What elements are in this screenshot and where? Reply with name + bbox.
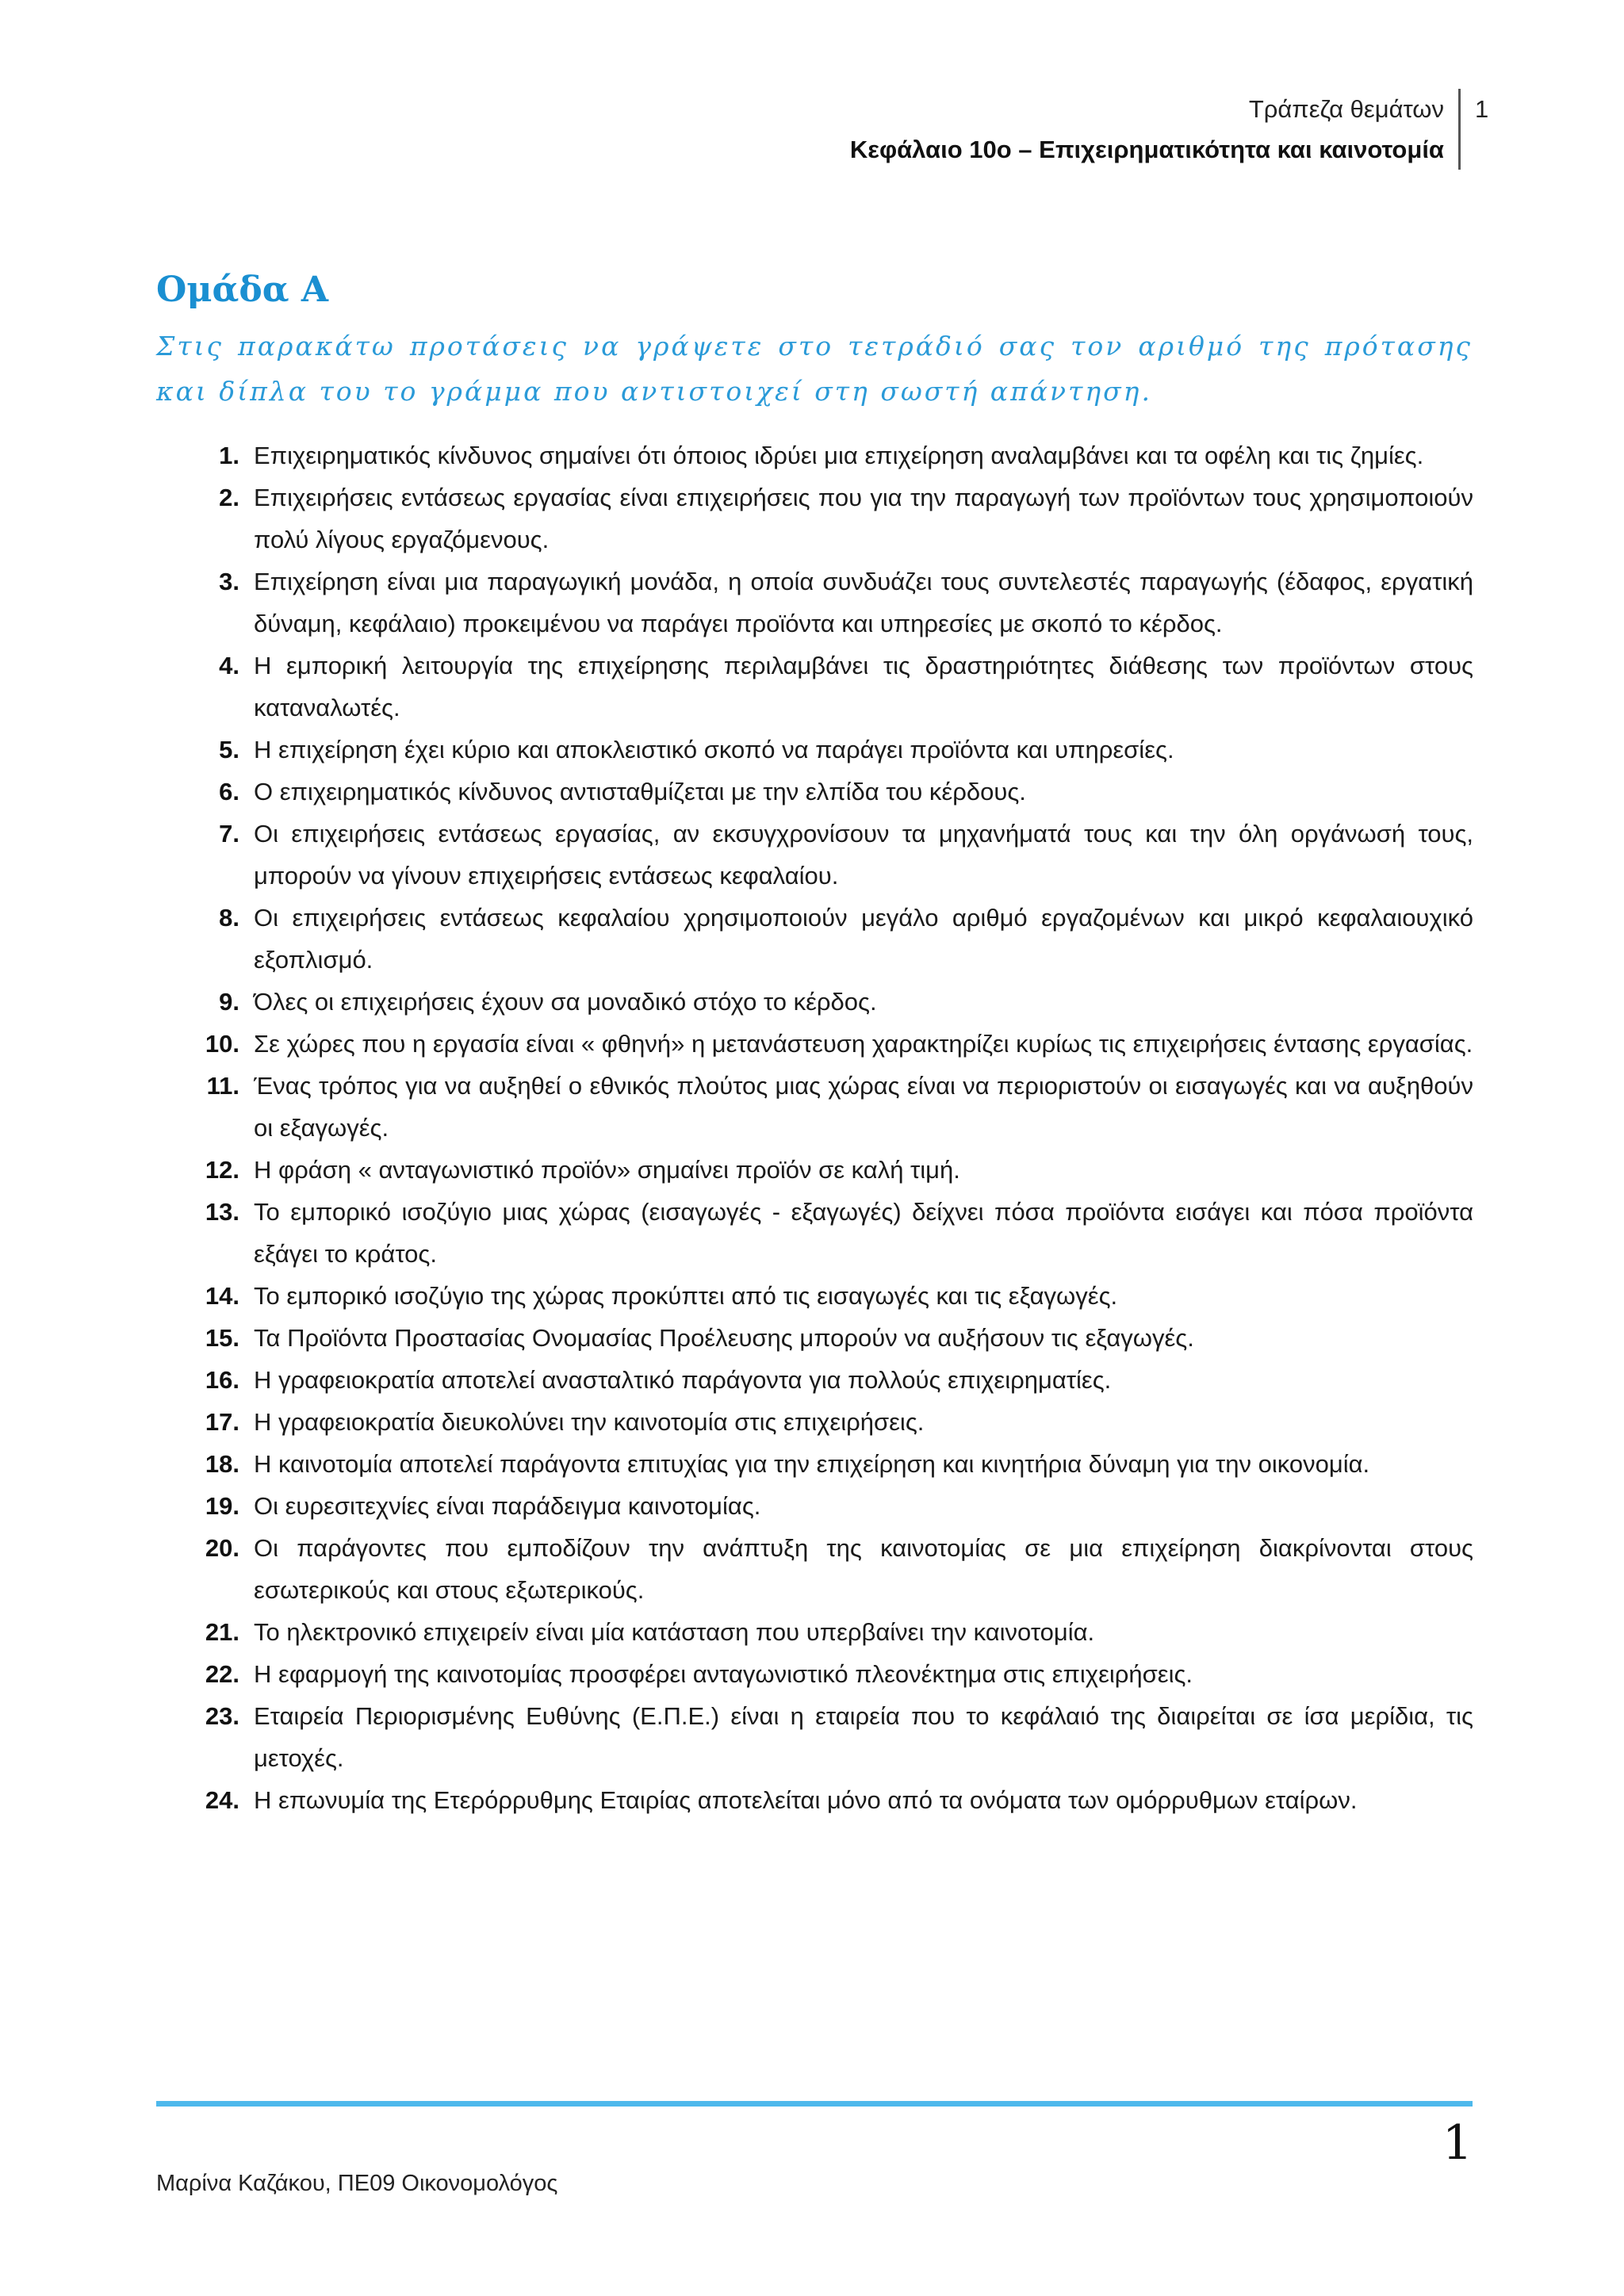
question-item <box>0 1485 1473 1527</box>
question-item <box>0 476 1473 561</box>
question-number: 7. <box>219 820 239 848</box>
question-item <box>0 1065 1473 1149</box>
question-text: Το ηλεκτρονικό επιχειρείν είναι μία κατάσταση που υπερβαίνει την καινοτομία. <box>254 1618 1095 1646</box>
question-number: 24. <box>205 1786 239 1814</box>
footer-author: Μαρίνα Καζάκου, ΠΕ09 Οικονομολόγος <box>156 2171 558 2196</box>
question-text: Οι επιχειρήσεις εντάσεως εργασίας, αν εκσυγχρονίσουν τα μηχανήματά τους και την όλη οργάνωσή τους, μπορούν να γίνουν επιχειρήσεις εντάσεως κεφαλαίου. <box>254 820 1473 890</box>
question-text: Εταιρεία Περιορισμένης Ευθύνης (Ε.Π.Ε.) είναι η εταιρεία που το κεφάλαιό της διαιρείται σε ίσα μερίδια, τις μετοχές. <box>254 1702 1473 1772</box>
footer-page-number: 1 <box>1442 2115 1473 2171</box>
question-item <box>0 1359 1473 1401</box>
question-number: 3. <box>219 568 239 595</box>
question-item <box>0 813 1473 897</box>
question-text: Η επιχείρηση έχει κύριο και αποκλειστικό σκοπό να παράγει προϊόντα και υπηρεσίες. <box>254 736 1174 763</box>
question-item <box>0 1779 1473 1821</box>
question-text: Το εμπορικό ισοζύγιο μιας χώρας (εισαγωγές - εξαγωγές) δείχνει πόσα προϊόντα εισάγει και πόσα προϊόντα εξάγει το κράτος. <box>254 1198 1473 1268</box>
question-text: Ο επιχειρηματικός κίνδυνος αντισταθμίζεται με την ελπίδα του κέρδους. <box>254 778 1026 806</box>
question-text: Η εφαρμογή της καινοτομίας προσφέρει ανταγωνιστικό πλεονέκτημα στις επιχειρήσεις. <box>254 1660 1193 1688</box>
question-text: Οι επιχειρήσεις εντάσεως κεφαλαίου χρησιμοποιούν μεγάλο αριθμό εργαζομένων και μικρό κεφαλαιουχικό εξοπλισμό. <box>254 904 1473 974</box>
question-text: Το εμπορικό ισοζύγιο της χώρας προκύπτει από τις εισαγωγές και τις εξαγωγές. <box>254 1282 1118 1310</box>
question-number: 20. <box>205 1534 239 1562</box>
question-item <box>0 981 1473 1023</box>
question-number: 16. <box>205 1366 239 1394</box>
question-number: 2. <box>219 484 239 511</box>
question-item <box>0 1317 1473 1359</box>
question-item <box>0 771 1473 813</box>
question-item <box>0 645 1473 729</box>
question-item <box>0 561 1473 645</box>
question-number: 5. <box>219 736 239 763</box>
footer-divider <box>156 2101 1473 2107</box>
question-number: 13. <box>205 1198 239 1226</box>
question-number: 14. <box>205 1282 239 1310</box>
question-text: Η καινοτομία αποτελεί παράγοντα επιτυχίας για την επιχείρηση και κινητήρια δύναμη για την οικονομία. <box>254 1450 1370 1478</box>
question-text: Επιχειρήσεις εντάσεως εργασίας είναι επιχειρήσεις που για την παραγωγή των προϊόντων τους χρησιμοποιούν πολύ λίγους εργαζόμενους. <box>254 484 1473 553</box>
question-item <box>0 1527 1473 1611</box>
question-item <box>0 1191 1473 1275</box>
question-number: 4. <box>219 652 239 679</box>
question-item <box>0 1653 1473 1695</box>
question-text: Οι ευρεσιτεχνίες είναι παράδειγμα καινοτομίας. <box>254 1492 761 1520</box>
question-text: Ένας τρόπος για να αυξηθεί ο εθνικός πλούτος μιας χώρας είναι να περιοριστούν οι εισαγωγές και να αυξηθούν οι εξαγωγές. <box>254 1072 1473 1142</box>
question-text: Οι παράγοντες που εμποδίζουν την ανάπτυξη της καινοτομίας σε μια επιχείρηση διακρίνονται στους εσωτερικούς και στους εξωτερικούς. <box>254 1534 1473 1604</box>
header-title: Τράπεζα θεμάτων <box>1248 95 1444 123</box>
question-item <box>0 1695 1473 1779</box>
group-instructions: Στις παρακάτω προτάσεις να γράψετε στο τετράδιό σας τον αριθμό της πρότασης και δίπλα του το γράμμα που αντιστοιχεί στη σωστή απάντηση. <box>156 331 1473 407</box>
question-item <box>0 1023 1473 1065</box>
questions-list <box>0 434 1624 1821</box>
header-page-number: 1 <box>1475 95 1489 123</box>
question-item <box>0 1443 1473 1485</box>
header-text-block <box>850 89 1461 170</box>
question-text: Όλες οι επιχειρήσεις έχουν σα μοναδικό στόχο το κέρδος. <box>254 988 877 1016</box>
question-number: 19. <box>205 1492 239 1520</box>
question-item <box>0 1401 1473 1443</box>
group-title: Ομάδα Α <box>156 270 329 310</box>
question-number: 6. <box>219 778 239 806</box>
question-text: Επιχείρηση είναι μια παραγωγική μονάδα, η οποία συνδυάζει τους συντελεστές παραγωγής (έδαφος, εργατική δύναμη, κεφάλαιο) προκειμένου να παράγει προϊόντα και υπηρεσίες με σκοπό το κέρδος. <box>254 568 1473 637</box>
page-header <box>476 89 1507 170</box>
question-number: 18. <box>205 1450 239 1478</box>
question-text: Η γραφειοκρατία αποτελεί ανασταλτικό παράγοντα για πολλούς επιχειρηματίες. <box>254 1366 1112 1394</box>
question-number: 9. <box>219 988 239 1016</box>
question-text: Η γραφειοκρατία διευκολύνει την καινοτομία στις επιχειρήσεις. <box>254 1408 925 1436</box>
question-item <box>0 434 1473 476</box>
question-number: 10. <box>205 1030 239 1058</box>
question-item <box>0 729 1473 771</box>
question-text: Σε χώρες που η εργασία είναι « φθηνή» η μετανάστευση χαρακτηρίζει κυρίως τις επιχειρήσεις έντασης εργασίας. <box>254 1030 1473 1058</box>
question-item <box>0 1611 1473 1653</box>
question-number: 23. <box>205 1702 239 1730</box>
question-item <box>0 1275 1473 1317</box>
question-item <box>0 1149 1473 1191</box>
question-text: Η εμπορική λειτουργία της επιχείρησης περιλαμβάνει τις δραστηριότητες διάθεσης των προϊόντων στους καταναλωτές. <box>254 652 1473 721</box>
question-number: 1. <box>219 442 239 469</box>
header-chapter: Κεφάλαιο 10ο – Επιχειρηματικότητα και καινοτομία <box>849 136 1444 163</box>
question-item <box>0 897 1473 981</box>
question-number: 21. <box>205 1618 239 1646</box>
question-number: 12. <box>205 1156 239 1184</box>
question-number: 8. <box>219 904 239 932</box>
question-number: 22. <box>205 1660 239 1688</box>
question-text: Τα Προϊόντα Προστασίας Ονομασίας Προέλευσης μπορούν να αυξήσουν τις εξαγωγές. <box>254 1324 1194 1352</box>
question-number: 17. <box>205 1408 239 1436</box>
question-number: 11. <box>206 1072 239 1100</box>
question-text: Η φράση « ανταγωνιστικό προϊόν» σημαίνει προϊόν σε καλή τιμή. <box>254 1156 960 1184</box>
question-number: 15. <box>205 1324 239 1352</box>
question-text: Επιχειρηματικός κίνδυνος σημαίνει ότι όποιος ιδρύει μια επιχείρηση αναλαμβάνει και τα οφέλη και τις ζημίες. <box>254 442 1424 469</box>
question-text: Η επωνυμία της Ετερόρρυθμης Εταιρίας αποτελείται μόνο από τα ονόματα των ομόρρυθμων εταίρων. <box>254 1786 1358 1814</box>
